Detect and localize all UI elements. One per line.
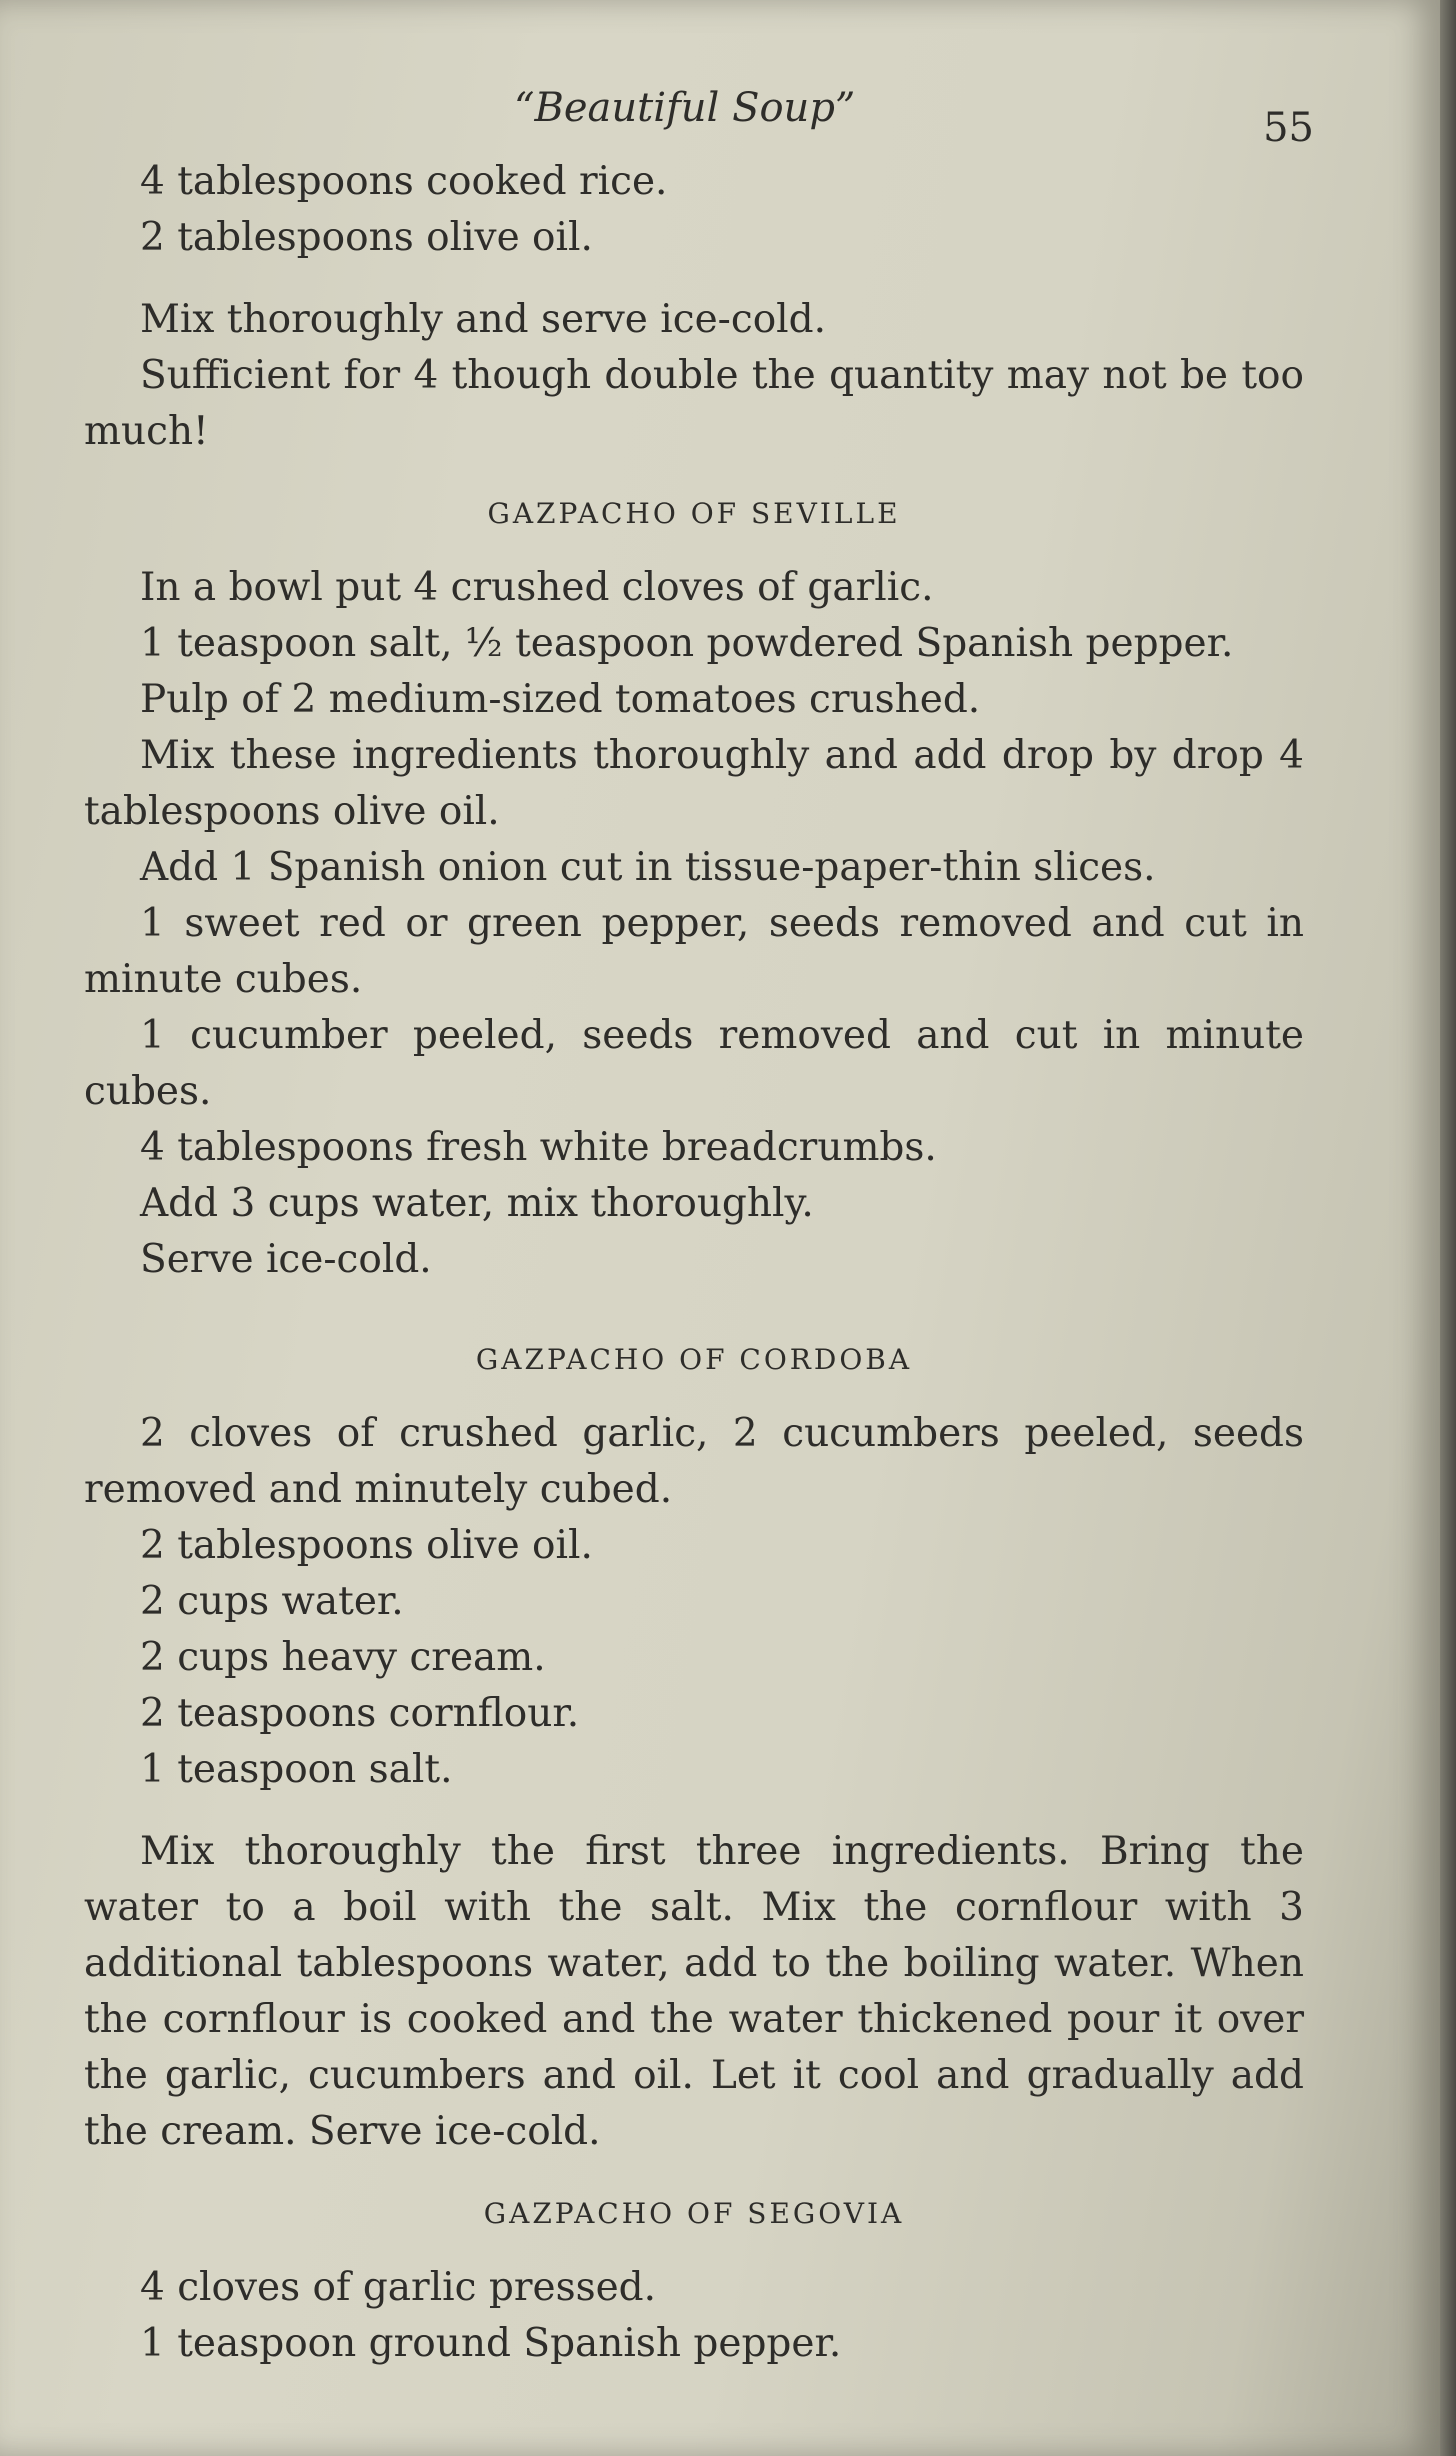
ingredient-line: 2 teaspoons cornflour.	[140, 1691, 580, 1736]
instruction-paragraph: Mix thoroughly and serve ice-cold.	[140, 297, 827, 342]
page-number: 55	[1263, 105, 1314, 151]
ingredient-line: 2 cups water.	[140, 1579, 404, 1624]
ingredient-line: 4 tablespoons fresh white breadcrumbs.	[140, 1125, 937, 1170]
ingredient-line: 4 cloves of garlic pressed.	[140, 2265, 657, 2310]
running-title: “Beautiful Soup”	[514, 85, 856, 131]
instruction-paragraph: Sufficient for 4 though double the quantity may not be too much!	[84, 353, 1304, 454]
ingredient-line: 1 teaspoon salt, ½ teaspoon powdered Spanish pepper.	[140, 621, 1234, 666]
page-edge-shadow	[1440, 0, 1456, 2456]
recipe-heading-seville: GAZPACHO OF SEVILLE	[487, 497, 901, 530]
running-head	[84, 70, 1314, 154]
method-paragraph: Mix thoroughly the first three ingredients. Bring the water to a boil with the salt. Mix the cornflour with 3 additional tablespoons water, add to the boiling water. When the cornflour is cooked and the water thickened pour it over the garlic, cucumbers and oil. Let it cool and gradually add the cream. Serve ice-cold.	[84, 1829, 1304, 2154]
ingredient-line: 1 teaspoon salt.	[140, 1747, 453, 1792]
ingredient-line: Add 1 Spanish onion cut in tissue-paper-thin slices.	[140, 845, 1156, 890]
ingredient-line: In a bowl put 4 crushed cloves of garlic.	[140, 565, 934, 610]
page-content	[84, 70, 1314, 2372]
ingredient-line: Serve ice-cold.	[140, 1237, 432, 1282]
ingredient-line: Pulp of 2 medium-sized tomatoes crushed.	[140, 677, 981, 722]
recipe-heading-cordoba: GAZPACHO OF CORDOBA	[475, 1343, 913, 1376]
ingredient-line: 2 tablespoons olive oil.	[140, 1523, 593, 1568]
ingredient-line: 2 tablespoons olive oil.	[140, 215, 593, 260]
ingredient-line: 2 cups heavy cream.	[140, 1635, 546, 1680]
instruction-paragraph: Mix these ingredients thoroughly and add drop by drop 4 tablespoons olive oil.	[84, 733, 1304, 834]
ingredient-paragraph: 1 sweet red or green pepper, seeds removed and cut in minute cubes.	[84, 901, 1304, 1002]
ingredient-paragraph: 2 cloves of crushed garlic, 2 cucumbers peeled, seeds removed and minutely cubed.	[84, 1411, 1304, 1512]
recipe-heading-segovia: GAZPACHO OF SEGOVIA	[483, 2197, 905, 2230]
ingredient-line: 4 tablespoons cooked rice.	[140, 159, 668, 204]
ingredient-line: Add 3 cups water, mix thoroughly.	[140, 1181, 814, 1226]
ingredient-paragraph: 1 cucumber peeled, seeds removed and cut in minute cubes.	[84, 1013, 1304, 1114]
ingredient-line: 1 teaspoon ground Spanish pepper.	[140, 2321, 842, 2366]
